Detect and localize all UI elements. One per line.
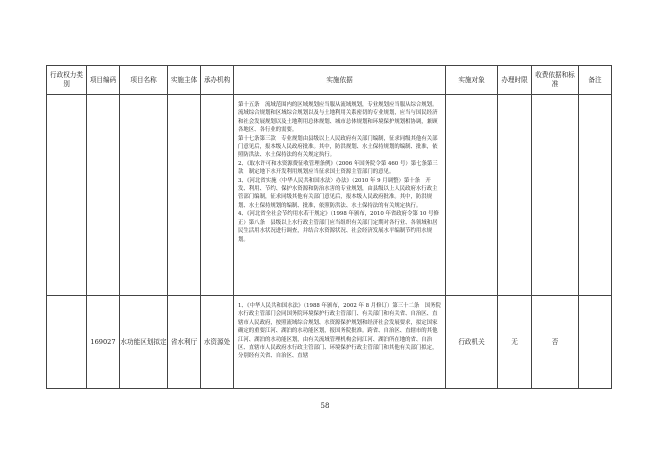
cell-code: 169027 (87, 296, 120, 389)
basis-paragraph: 3、《河北省实施〈中华人民共和国水法〉办法》（2010 年 9 月调整）第十条 开发、利用、节约、保护水资源和防治水害的专业规划，由县级以上人民政府水行政主管部门编制，征求同级其他有关部门意见后，报本级人民政府批准。其中，防洪规划、水土保持规划的编制、批准，依照防洪法、水土保持法的有关规定执行。 (238, 177, 438, 209)
cell-code (87, 95, 120, 296)
cell-time: 无 (498, 296, 532, 389)
header-remarks: 备注 (579, 66, 612, 95)
cell-name (120, 95, 168, 296)
header-subject: 实施主体 (168, 66, 201, 95)
page-number: 58 (320, 402, 330, 410)
cell-subject (168, 95, 201, 296)
basis-paragraph: 1、《中华人民共和国水法》（1988 年颁布，2002 年 8 月修订）第三十二条 国务院水行政主管部门会同国务院环境保护行政主管部门、有关部门和有关省、自治区、直辖市人民政府，按照流域综合规划、水资源保护规划和经济社会发展要求，拟定国家确定的重要江河、湖泊的水功能区划，报国务院批准。跨省、自治区、直辖市的其他江河、湖泊的水功能区划，由有关流域管理机构会同江河、湖泊所在地的省、自治区、直辖市人民政府水行政主管部门、环境保护行政主管部门和其他有关部门拟定，分别经有关省、自治区、直辖 (238, 303, 441, 360)
power-list-table (46, 65, 612, 389)
cell-fee (532, 95, 579, 296)
cell-category (47, 296, 87, 389)
table-row (47, 95, 612, 296)
cell-subject: 省水利厅 (168, 296, 201, 389)
basis-paragraph: 第十七条第三款 专业规划由县级以上人民政府有关部门编制，征求同级其他有关部门意见后，报本级人民政府批准。其中，防洪规划、水土保持规划的编制、批准，依照防洪法、水土保持法的有关规定执行。 (238, 135, 438, 159)
basis-paragraph: 第十五条 流域范围内的区域规划应当服从流域规划，专业规划应当服从综合规划。流域综合规划和区域综合规划以及与土地利用关系密切的专业规划，应当与国民经济和社会发展规划以及土地利用总体规划、城市总体规划和环境保护规划相协调，兼顾各地区、各行业的需要。 (238, 102, 438, 134)
basis-paragraph: 4、《河北省全社会节约用水若干规定》（1998 年颁布，2010 年省政府令第 10 号修正）第八条 县级以上水行政主管部门应当组织有关部门定期对各行业、各领域和居民生活用水状况进行调查，并结合水资源状况、社会经济发展水平编制节约用水规划。 (238, 211, 439, 243)
table-header-row (47, 66, 612, 95)
header-item-name: 项目名称 (120, 66, 168, 95)
cell-target (446, 95, 498, 296)
cell-name: 水功能区划拟定 (120, 296, 168, 389)
table-row (47, 296, 612, 389)
cell-org (201, 95, 234, 296)
header-time-limit: 办理时限 (498, 66, 532, 95)
cell-time (498, 95, 532, 296)
cell-fee: 否 (532, 296, 579, 389)
cell-remarks (579, 95, 612, 296)
header-basis: 实施依据 (234, 66, 446, 95)
header-fee: 收费依据和标准 (532, 66, 579, 95)
header-organ: 承办机构 (201, 66, 234, 95)
cell-org: 水资源处 (201, 296, 234, 389)
cell-remarks (579, 296, 612, 389)
cell-basis (234, 296, 446, 389)
header-target: 实施对象 (446, 66, 498, 95)
cell-target: 行政机关 (446, 296, 498, 389)
header-power-category: 行政权力类别 (47, 66, 87, 95)
basis-paragraph: 2、《取水许可和水资源费征收管理条例》（2006 年国务院令第 460 号）第七条第三款 制定地下水开发利用规划应当征求国土资源主管部门的意见。 (238, 160, 438, 176)
header-item-code: 项目编码 (87, 66, 120, 95)
cell-category (47, 95, 87, 296)
cell-basis (234, 95, 446, 296)
